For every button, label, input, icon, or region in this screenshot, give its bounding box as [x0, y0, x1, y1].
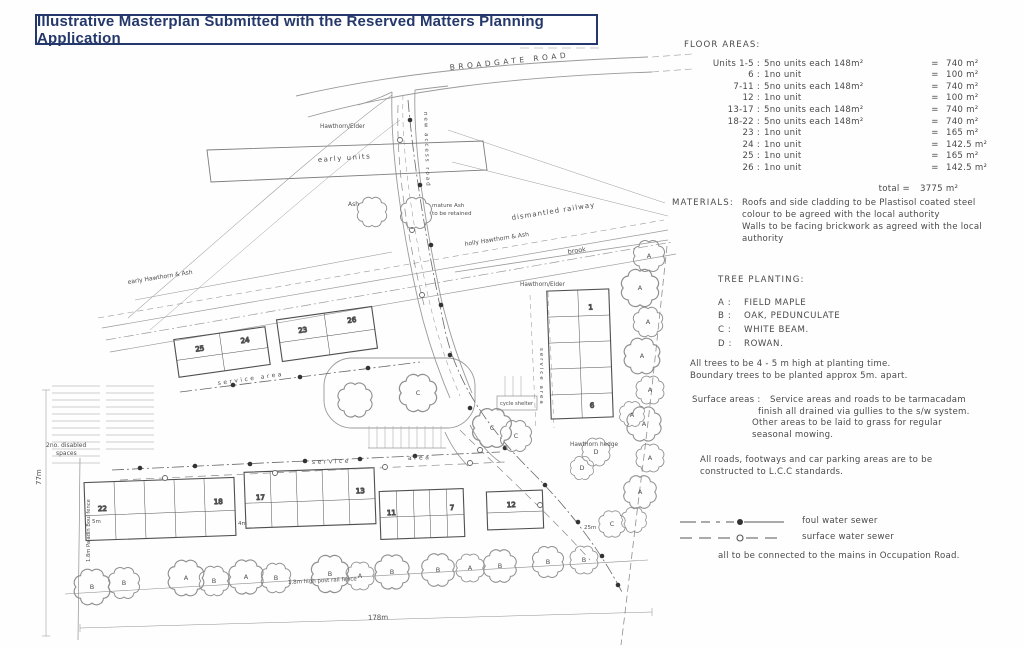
dim-25m: 25m: [584, 525, 597, 531]
drawing-title: Illustrative Masterplan Submitted with the Reserved Matters Planning Application: [37, 12, 545, 47]
early-units-label: early units: [317, 152, 372, 164]
mature-ash-label: to be retained: [432, 211, 472, 217]
floor-areas-row: 6 : 1no unit = 100 m²: [748, 70, 979, 81]
unit-label: 11: [386, 508, 397, 518]
service-label: service: [311, 457, 352, 466]
svg-text:B: B: [389, 568, 395, 576]
unit-label: 23: [297, 325, 308, 335]
svg-text:B: B: [327, 570, 333, 578]
dim-5m: 5m: [92, 519, 101, 525]
materials-note: MATERIALS: Roofs and side cladding to be Plastisol coated steel colour to be agreed with the local authority Walls to be facing brickwork as agreed with the local authority: [672, 198, 1022, 246]
svg-text:A: A: [645, 318, 651, 326]
brook-label: brook: [567, 245, 587, 256]
svg-text:C: C: [513, 432, 519, 440]
unit-label: 24: [240, 336, 251, 346]
floor-areas-row: 7-11 : 5no units each 148m² = 740 m²: [733, 81, 979, 92]
floor-areas-row: 25 : 1no unit = 165 m²: [742, 151, 979, 162]
svg-text:A: A: [183, 574, 189, 582]
floor-areas-heading: FLOOR AREAS:: [684, 40, 761, 50]
unit-label: 13: [355, 487, 365, 496]
dim-77m: 77m: [35, 469, 43, 485]
svg-text:A: A: [641, 420, 647, 428]
materials-heading: MATERIALS:: [672, 198, 734, 208]
svg-text:A: A: [646, 252, 652, 260]
unit-label: 1: [588, 303, 593, 312]
cycle-shelter-label: cycle shelter: [500, 401, 534, 407]
railway-band: [98, 220, 676, 352]
area-label: area: [407, 454, 432, 462]
svg-text:A: A: [357, 572, 363, 580]
svg-text:B: B: [211, 577, 217, 585]
svg-text:B: B: [497, 562, 503, 570]
legend-foul-row: foul water sewer: [680, 514, 1010, 530]
floor-areas-row: 23 : 1no unit = 165 m²: [742, 128, 979, 139]
svg-text:A: A: [637, 488, 643, 496]
dismantled-railway-label: dismantled railway: [511, 200, 596, 222]
floor-areas-row: 12 : 1no unit = 100 m²: [742, 93, 979, 104]
svg-text:A: A: [467, 564, 473, 572]
buildings: [84, 289, 613, 541]
floor-areas-row: 18-22 : 5no units each 148m² = 740 m²: [727, 116, 979, 127]
floor-areas-schedule: [684, 40, 1019, 195]
dim-4m: 4m: [238, 521, 247, 527]
fence-left-label: 1.8m Paladin Boul fence: [86, 499, 92, 562]
tree-species-item: A : FIELD MAPLE: [718, 297, 807, 308]
svg-text:B: B: [435, 566, 441, 574]
tree-planting-schedule: [718, 275, 1018, 352]
unit-label: 12: [506, 500, 516, 510]
svg-text:C: C: [609, 520, 615, 528]
svg-text:B: B: [121, 579, 127, 587]
drawing-title-box: [35, 14, 598, 45]
svg-text:B: B: [581, 556, 587, 564]
new-access-road-label: new access road: [422, 111, 431, 188]
unit-label: 17: [255, 493, 266, 502]
floor-areas-row: 24 : 1no unit = 142.5 m²: [742, 139, 988, 150]
svg-text:B: B: [545, 558, 551, 566]
sewer-legend: [680, 514, 1010, 563]
hawthorn-hedge-label: Hawthorn hedge: [570, 442, 619, 448]
floor-areas-total: total = 3775 m²: [878, 183, 959, 194]
unit-label: 26: [346, 315, 357, 325]
unit-label: 18: [213, 497, 223, 507]
svg-text:D: D: [593, 448, 599, 456]
foul-manholes: [138, 118, 621, 588]
holly-hedge-label: holly Hawthorn & Ash: [464, 230, 530, 248]
unit-label: 22: [97, 504, 108, 514]
hawthorn-elder-label: Hawthorn/Elder: [520, 282, 565, 288]
unit-label: 6: [589, 401, 595, 410]
tree-species-item: D : ROWAN.: [718, 338, 784, 349]
tree-species-letters: [90, 252, 653, 591]
tree-notes: All trees to be 4 - 5 m high at planting time. Boundary trees to be planted approx 5m. apart.: [690, 359, 908, 381]
svg-text:C: C: [489, 424, 495, 432]
parking-areas: [52, 376, 537, 464]
disabled-spaces-label: 2no. disabled: [46, 442, 87, 449]
svg-text:D: D: [579, 464, 585, 472]
tree-species-item: B : OAK, PEDUNCULATE: [718, 311, 841, 322]
service-area-label: service area: [217, 370, 285, 387]
broadgate-road-label: BROADGATE ROAD: [449, 50, 570, 72]
disabled-spaces-label: spaces: [56, 450, 77, 457]
unit-label: 7: [449, 503, 455, 513]
floor-areas-row: 26 : 1no unit = 142.5 m²: [742, 162, 988, 173]
tree-species-item: C : WHITE BEAM.: [718, 325, 809, 336]
hawthorn-elder-label: Hawthorn/Elder: [320, 124, 365, 130]
unit-label: 25: [194, 344, 205, 354]
foul-sewer-symbol: [680, 517, 788, 527]
svg-text:A: A: [647, 386, 653, 394]
svg-text:A: A: [629, 411, 635, 419]
svg-text:A: A: [639, 352, 645, 360]
sewer-lines: [112, 100, 622, 592]
svg-text:A: A: [647, 454, 653, 462]
floor-areas-row: Units 1-5 : 5no units each 148m² = 740 m²: [712, 58, 979, 69]
tree-planting-heading: TREE PLANTING:: [718, 275, 805, 285]
svg-text:B: B: [273, 574, 279, 582]
surface-areas-note: Surface areas : Service areas and roads to be tarmacadam finish all drained via gullies to the s/w system. Other areas to be laid to grass for regular seasonal mowing.: [692, 395, 970, 440]
surface-sewer-symbol: [680, 533, 788, 543]
svg-text:B: B: [89, 583, 95, 591]
legend-surface-row: surface water sewer: [680, 530, 1010, 546]
svg-text:A: A: [637, 284, 643, 292]
legend-connection-note: all to be connected to the mains in Occupation Road.: [718, 551, 960, 561]
svg-text:C: C: [415, 389, 421, 397]
roads-standards-note: All roads, footways and car parking areas are to be constructed to L.C.C standards.: [700, 455, 933, 477]
ash-label: Ash: [348, 201, 360, 208]
floor-areas-row: 13-17 : 5no units each 148m² = 740 m²: [727, 104, 979, 115]
dim-178m: 178m: [367, 613, 389, 622]
early-hedge-label: early Hawthorn & Ash: [127, 268, 194, 286]
svg-text:A: A: [243, 573, 249, 581]
fence-bottom-label: 1.8m high post rail fence: [287, 576, 357, 586]
service-area-label: service area: [538, 348, 544, 406]
mature-ash-label: mature Ash: [432, 203, 465, 209]
